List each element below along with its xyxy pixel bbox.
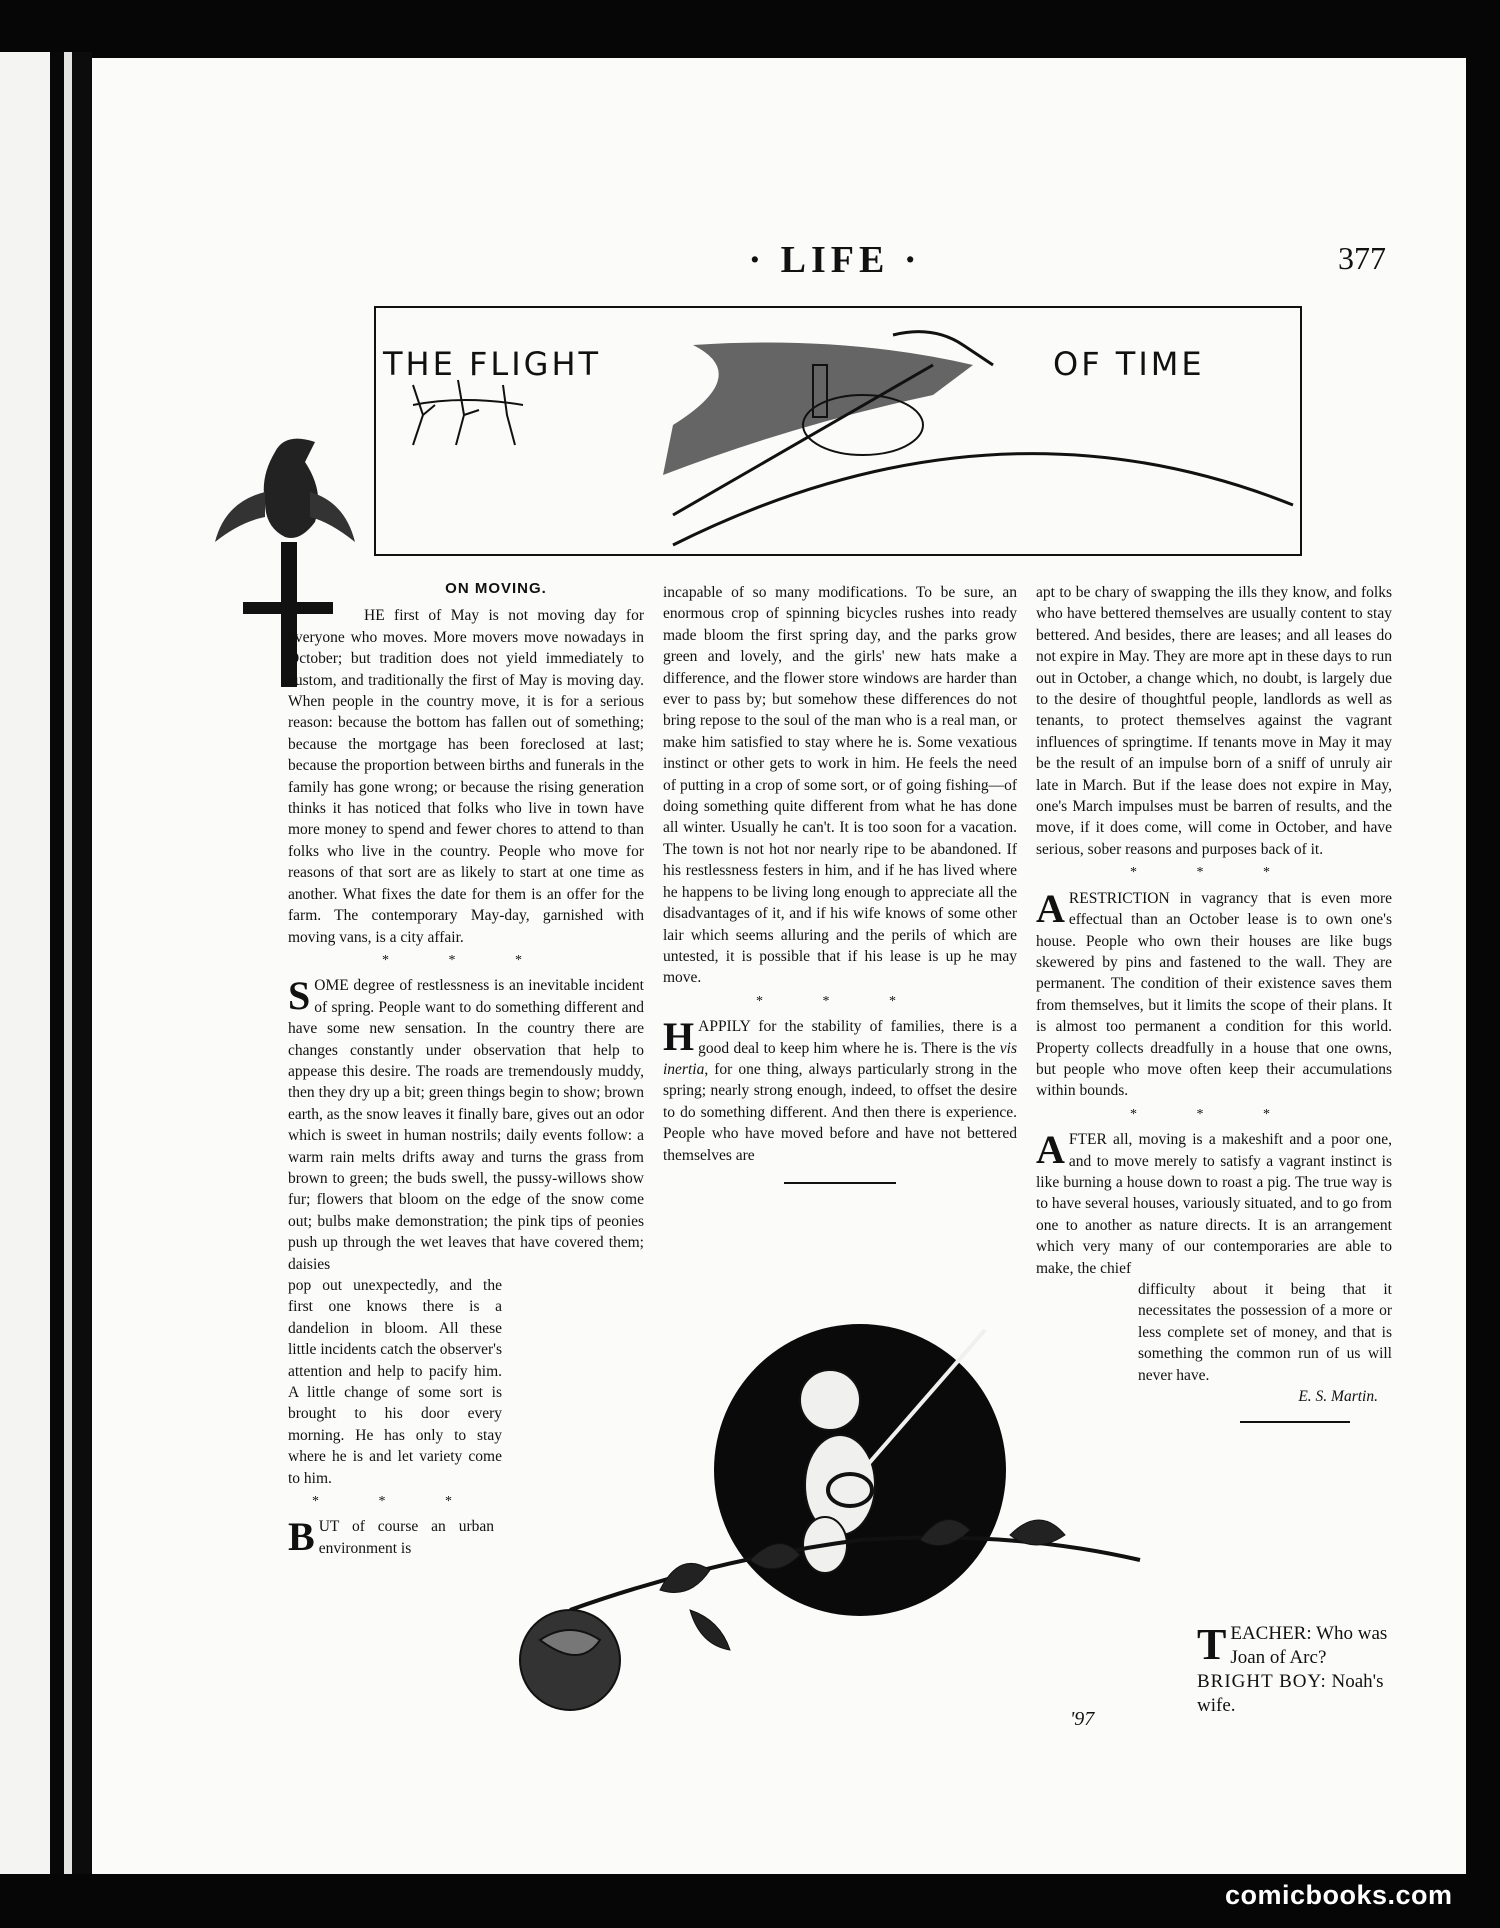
facing-page-edge [0, 52, 50, 1874]
page-gutter-shadow [72, 52, 92, 1874]
article-heading: ON MOVING. [445, 580, 547, 597]
magazine-title: · LIFE · [748, 239, 922, 281]
paragraph-happily-text-b: , for one thing, always particularly strong in the spring; nearly strong enough, indeed, to offset the desire to do something different. And then there is experience. People who have moved before and have not bettered themselves are [663, 1060, 1017, 1164]
paragraph-after-all-text: FTER all, moving is a makeshift and a poor one, and to move merely to satisfy a vagrant instinct is like burning a house down to roast a pig. The true way is to have several houses, variously situated, and to go from one to another as nature directs. It is an arrangement which very many of our contemporaries are able to make, the chief [1036, 1131, 1392, 1277]
drop-cap-a: A [1036, 1127, 1065, 1173]
joke-answer: Noah's wife. [1197, 1671, 1384, 1716]
crow-body [264, 439, 319, 538]
paragraph-leases: apt to be chary of swapping the ills they know, and folks who have bettered themselves are usually content to stay bettered. And besides, there are leases; and all leases do not expire in May. They are more apt in these days to run out in October, a change which, no doubt, is largely due to the desire of thoughtful people, landlords as well as tenants, to protect themselves against the vagrant influences of springtime. If tenants move in May it may be the result of an impulse born of a sniff of unruly air late in March. But if the lease does not expire in May, one's March impulses must be barren of results, and the move, if it does come, will come in October, and have serious, sober reasons and purposes back of it. [1036, 584, 1392, 858]
paragraph-after-all-continued: difficulty about it being that it necessitates the possession of a more or less complete set of money, and that is something the common run of us will never have. [1138, 1281, 1392, 1384]
article-column-2 [663, 582, 1017, 1184]
paragraph-happily-text-a: APPILY for the stability of families, there is a good deal to keep him where he is. There is the [698, 1018, 1017, 1057]
globe-horizon [673, 454, 1293, 545]
drop-cap-h: H [663, 1014, 695, 1060]
crow-wing-right [310, 492, 355, 542]
banner-title-left: THE FLIGHT [383, 345, 602, 383]
page-number: 377 [1338, 240, 1386, 276]
paragraph-moving-day: HE first of May is not moving day for everyone who moves. More movers move nowadays in October; but tradition does not yield immediately to custom, and traditionally the first of May is moving day. When people in the country move, it is for a serious reason: because the bottom has fallen out of something; because the mortgage has been foreclosed at last; because the proportion between births and funerals in the family has gone wrong; or because the rising generation thinks it has noticed that folks who live in town have more money to spend and fewer chores to attend to than folks who live in the country. People who move for reasons of that sort are as likely to start at one time as another. What fixes the date for them is an offer for the farm. The contemporary May-day, garnished with moving vans, is a city affair. [288, 607, 644, 946]
italic-vis-inertia: vis inertia [663, 1039, 1017, 1078]
paragraph-urban-text: UT of course an urban environment is [318, 1518, 494, 1557]
dancing-figures [413, 380, 523, 445]
joke-teacher-question: EACHER: Who was Joan of Arc? [1230, 1623, 1388, 1668]
watermark-text: comicbooks.com [1225, 1880, 1453, 1910]
section-divider-stars: * * * [756, 993, 924, 1009]
page-gutter [64, 52, 72, 1874]
crow-wing-left [215, 492, 265, 542]
paragraph-restlessness-text: OME degree of restlessness is an inevitable incident of spring. People want to do something different and have some new sensation. In the country there are changes constantly under observation that help to appease this desire. The roads are tremendously muddy, then they dry up a bit; green things begin to show; brown earth, as the snow leaves it finally bare, gives out an odor which is sweet in human nostrils; daily events follow: a warm rain melts drifts away and turns the grass from brown to green; the buds swell, the pussy-willows show fur; flowers that bloom on the edge of the snow come out; bulbs make demonstration; the pink tips of peonies push up through the wet leaves that have covered them; daisies [288, 977, 644, 1273]
banner-title-right: OF TIME [1053, 345, 1205, 383]
cherub-rose-illustration [510, 1310, 1180, 1740]
joke-line-2 [1197, 1670, 1419, 1718]
section-divider-stars: * * * [1130, 865, 1298, 881]
drop-cap-t: T [1197, 1620, 1227, 1669]
artist-signature-year: '97 [1070, 1708, 1095, 1730]
flight-of-time-banner [373, 305, 1303, 557]
time-wings [663, 343, 973, 476]
column-rule [784, 1182, 896, 1184]
drop-cap-b: B [288, 1514, 315, 1560]
teacher-joke [1197, 1622, 1419, 1718]
section-divider-stars: * * * [312, 1494, 480, 1510]
book-spine [50, 52, 64, 1874]
drop-cap-a: A [1036, 885, 1065, 931]
paragraph-restriction [1036, 885, 1392, 1102]
paragraph-restlessness [288, 975, 644, 1275]
paragraph-happily [663, 1016, 1017, 1166]
joke-line-1 [1197, 1622, 1419, 1670]
section-divider-stars: * * * [382, 952, 550, 968]
paragraph-restlessness-continued: pop out unexpectedly, and the first one knows there is a dandelion in bloom. All these little incidents catch the observer's attention and help to pacify him. A little change of some sort is brought to his door every morning. He has only to stay where he is and let variety come to him. [288, 1277, 502, 1487]
paragraph-after-all [1036, 1129, 1392, 1279]
article-column-3 [1036, 582, 1392, 1423]
author-signature: E. S. Martin. [1298, 1388, 1378, 1406]
column-rule [1240, 1421, 1350, 1423]
section-divider-stars: * * * [1130, 1106, 1298, 1122]
paragraph-city-spring: incapable of so many modifications. To be sure, an enormous crop of spinning bicycles rushes into ready made bloom the first spring day, and the parks grow green and lovely, and the girls' new hats make a difference, and the flower store windows are harder than ever to pass by; but somehow these differences do not bring repose to the soul of the man who is a real man, or make him satisfied to stay where he is. Some vexatious instinct or other gets to work in him. He feels the need of putting in a crop of some sort, or of going fishing—of doing something quite different from what he has done all winter. Usually he can't. It is too soon for a vacation. The town is not hot nor nearly ripe to be abandoned. If his restlessness festers in him, and if he has lived where he happens to be living long enough to appreciate all the disadvantages of it, and if his wife knows of some other lair which seems alluring and the perils of which are untested, it is possible that if his lease is up he may move. [663, 584, 1017, 987]
joke-speaker-bright-boy: BRIGHT BOY: [1197, 1671, 1327, 1692]
rose-icon [520, 1610, 620, 1710]
drop-cap-s: S [288, 973, 311, 1019]
paragraph-restriction-text: RESTRICTION in vagrancy that is even more effectual than an October lease is to own one's house. People who own their houses are like bugs skewered by pins and fastened to the wall. They are permanent. The condition of their existence saves them from themselves, but it limits the scope of their plans. It is almost too permanent a condition for this world. Property collects dreadfully in a house that one owns, but people who move often keep their accumulations within bounds. [1036, 889, 1392, 1100]
